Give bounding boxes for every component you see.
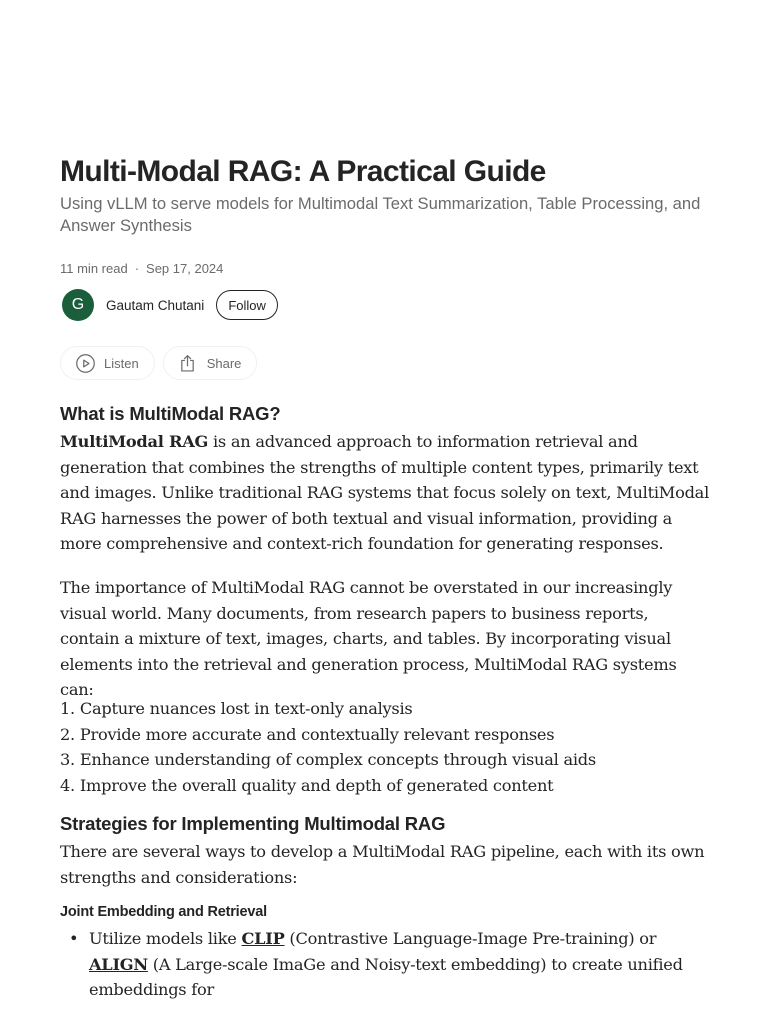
benefits-list [60, 696, 712, 798]
read-time: 11 min read [60, 261, 128, 276]
listen-button[interactable] [60, 346, 155, 380]
subheading-joint-embedding: Joint Embedding and Retrieval [60, 904, 267, 920]
bullet-text-a: Utilize models like [89, 929, 242, 948]
bold-term: MultiModal RAG [60, 432, 209, 451]
publish-date: Sep 17, 2024 [146, 261, 224, 276]
author-row [60, 288, 278, 322]
action-bar [60, 346, 265, 380]
section-heading-what-is: What is MultiModal RAG? [60, 403, 281, 424]
share-button[interactable] [163, 346, 258, 380]
article-meta [60, 260, 223, 278]
list-item: 4. Improve the overall quality and depth of generated content [60, 775, 554, 795]
list-item: 3. Enhance understanding of complex concepts through visual aids [60, 750, 596, 770]
bullet-glyph: • [69, 929, 79, 948]
article-subtitle: Using vLLM to serve models for Multimodal Text Summarization, Table Processing, and Answer Synthesis [60, 194, 701, 235]
avatar[interactable]: G [62, 289, 94, 321]
paragraph-strategies-intro: There are several ways to develop a MultiModal RAG pipeline, each with its own strengths and considerations: [60, 842, 705, 887]
align-link[interactable]: ALIGN [89, 954, 148, 974]
share-label: Share [206, 355, 242, 371]
strategy-bullet-list [60, 926, 712, 1003]
meta-separator: · [134, 261, 140, 276]
clip-link[interactable]: CLIP [241, 929, 285, 948]
article-title: Multi-Modal RAG: A Practical Guide [60, 155, 546, 188]
list-item [60, 926, 712, 1003]
paragraph-intro [60, 429, 712, 557]
share-icon [177, 352, 199, 374]
follow-button[interactable]: Follow [216, 290, 278, 320]
play-circle-icon [74, 352, 96, 374]
list-item: 1. Capture nuances lost in text-only analysis [60, 699, 413, 718]
listen-label: Listen [104, 355, 139, 371]
section-heading-strategies: Strategies for Implementing Multimodal RAG [60, 813, 446, 834]
paragraph-importance: The importance of MultiModal RAG cannot be overstated in our increasingly visual world. Many documents, from research papers to business reports, contain a mixture of text, images, charts, and tables. By incorporating visual elements into the retrieval and generation process, MultiModal RAG systems can: [60, 578, 677, 700]
paragraph-intro-text: is an advanced approach to information retrieval and generation that combines the strengths of multiple content types, primarily text and images. Unlike traditional RAG systems that focus solely on text, MultiModal RAG harnesses the power of both textual and visual information, providing a more comprehensive and context-rich foundation for generating responses. [60, 432, 710, 554]
bullet-text-b: (Contrastive Language-Image Pre-training) or [284, 929, 657, 948]
bullet-text-c: (A Large-scale ImaGe and Noisy-text embedding) to create unified embeddings for [89, 954, 683, 1000]
author-name[interactable]: Gautam Chutani [106, 297, 205, 313]
list-item: 2. Provide more accurate and contextually relevant responses [60, 724, 555, 744]
